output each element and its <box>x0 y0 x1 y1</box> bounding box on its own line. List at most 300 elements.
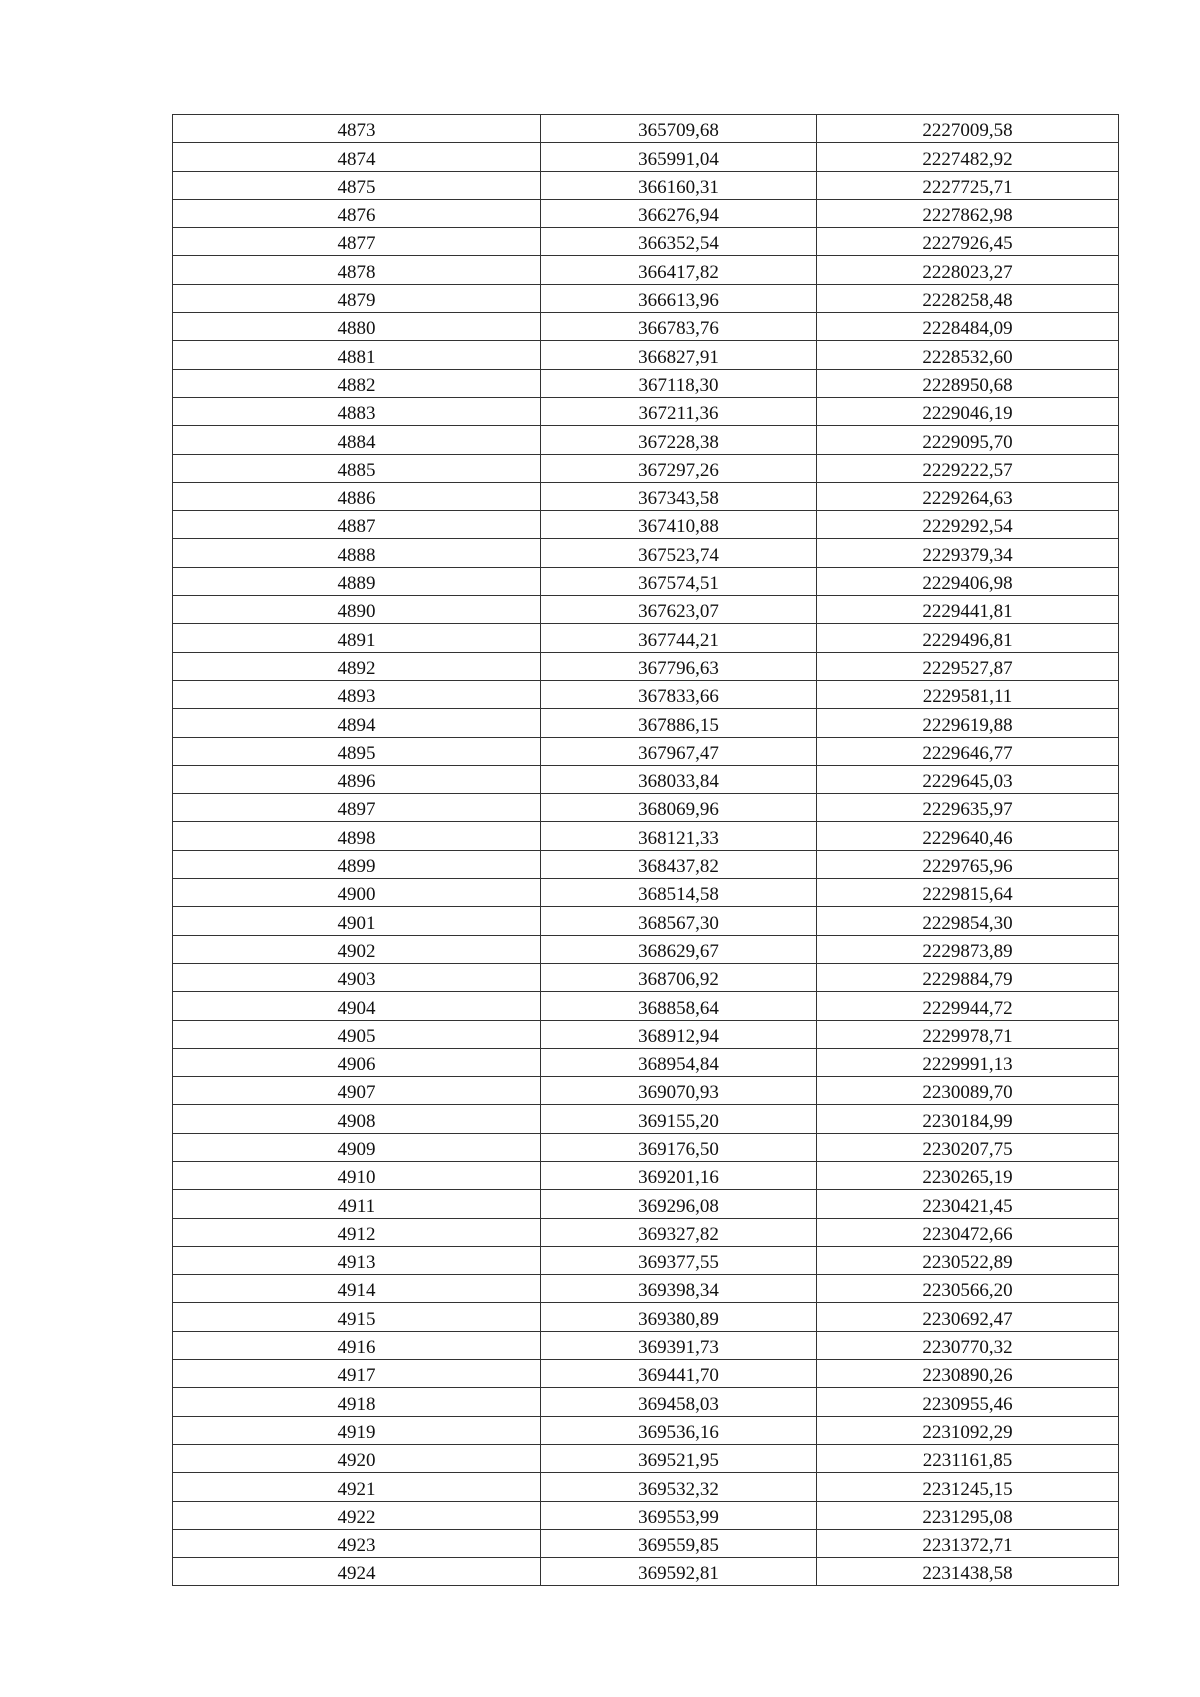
table-row <box>173 709 1119 737</box>
cell-text: 2228023,27 <box>922 261 1013 283</box>
point-number-cell <box>173 397 541 425</box>
cell-text: 4907 <box>337 1082 376 1104</box>
table-row <box>173 1529 1119 1557</box>
cell-text: 4883 <box>337 403 376 425</box>
cell-text: 2230207,75 <box>922 1138 1013 1160</box>
table-row <box>173 794 1119 822</box>
point-number-cell <box>173 115 541 143</box>
cell-text: 4917 <box>337 1365 376 1387</box>
cell-text: 4881 <box>337 346 376 368</box>
cell-text: 369327,82 <box>638 1223 719 1245</box>
y-coordinate-cell <box>817 822 1119 850</box>
cell-text: 365991,04 <box>638 148 719 170</box>
point-number-cell <box>173 596 541 624</box>
cell-text: 368567,30 <box>638 912 719 934</box>
cell-text: 2227926,45 <box>922 233 1013 255</box>
x-coordinate-cell <box>541 850 817 878</box>
cell-text: 4920 <box>337 1450 376 1472</box>
x-coordinate-cell <box>541 794 817 822</box>
y-coordinate-cell <box>817 1558 1119 1586</box>
point-number-cell <box>173 341 541 369</box>
point-number-cell <box>173 143 541 171</box>
table-row <box>173 341 1119 369</box>
x-coordinate-cell <box>541 482 817 510</box>
cell-text: 367744,21 <box>638 629 719 651</box>
x-coordinate-cell <box>541 737 817 765</box>
cell-text: 369592,81 <box>638 1563 719 1585</box>
cell-text: 4885 <box>337 459 376 481</box>
x-coordinate-cell <box>541 1331 817 1359</box>
y-coordinate-cell <box>817 341 1119 369</box>
cell-text: 369391,73 <box>638 1337 719 1359</box>
cell-text: 2229884,79 <box>922 969 1013 991</box>
cell-text: 4876 <box>337 205 376 227</box>
cell-text: 369377,55 <box>638 1252 719 1274</box>
cell-text: 2229978,71 <box>922 1025 1013 1047</box>
cell-text: 367118,30 <box>638 374 719 396</box>
x-coordinate-cell <box>541 1020 817 1048</box>
x-coordinate-cell <box>541 1161 817 1189</box>
cell-text: 4906 <box>337 1054 376 1076</box>
table-row <box>173 1558 1119 1586</box>
cell-text: 368437,82 <box>638 856 719 878</box>
x-coordinate-cell <box>541 709 817 737</box>
table-row <box>173 1161 1119 1189</box>
cell-text: 2229581,11 <box>922 686 1013 708</box>
table-row <box>173 284 1119 312</box>
x-coordinate-cell <box>541 963 817 991</box>
cell-text: 4924 <box>337 1563 376 1585</box>
cell-text: 2229619,88 <box>922 714 1013 736</box>
table-row <box>173 935 1119 963</box>
x-coordinate-cell <box>541 369 817 397</box>
cell-text: 366783,76 <box>638 318 719 340</box>
table-row <box>173 907 1119 935</box>
cell-text: 2231438,58 <box>922 1563 1013 1585</box>
cell-text: 368121,33 <box>638 827 719 849</box>
point-number-cell <box>173 1105 541 1133</box>
table-row <box>173 1360 1119 1388</box>
x-coordinate-cell <box>541 1275 817 1303</box>
cell-text: 2229496,81 <box>922 629 1013 651</box>
table-row <box>173 256 1119 284</box>
point-number-cell <box>173 1331 541 1359</box>
cell-text: 2229527,87 <box>922 657 1013 679</box>
cell-text: 2230472,66 <box>922 1223 1013 1245</box>
cell-text: 4910 <box>337 1167 376 1189</box>
cell-text: 2228532,60 <box>922 346 1013 368</box>
cell-text: 2230522,89 <box>922 1252 1013 1274</box>
cell-text: 2230184,99 <box>922 1110 1013 1132</box>
y-coordinate-cell <box>817 596 1119 624</box>
cell-text: 2230770,32 <box>922 1337 1013 1359</box>
x-coordinate-cell <box>541 454 817 482</box>
y-coordinate-cell <box>817 567 1119 595</box>
y-coordinate-cell <box>817 907 1119 935</box>
cell-text: 368706,92 <box>638 969 719 991</box>
point-number-cell <box>173 1020 541 1048</box>
cell-text: 2227862,98 <box>922 205 1013 227</box>
x-coordinate-cell <box>541 1501 817 1529</box>
x-coordinate-cell <box>541 171 817 199</box>
y-coordinate-cell <box>817 369 1119 397</box>
cell-text: 367623,07 <box>638 601 719 623</box>
cell-text: 4909 <box>337 1138 376 1160</box>
cell-text: 2229640,46 <box>922 827 1013 849</box>
table-row <box>173 567 1119 595</box>
y-coordinate-cell <box>817 199 1119 227</box>
cell-text: 2227725,71 <box>922 176 1013 198</box>
point-number-cell <box>173 539 541 567</box>
point-number-cell <box>173 1388 541 1416</box>
y-coordinate-cell <box>817 963 1119 991</box>
cell-text: 2229222,57 <box>922 459 1013 481</box>
cell-text: 4874 <box>337 148 376 170</box>
cell-text: 4895 <box>337 742 376 764</box>
cell-text: 369176,50 <box>638 1138 719 1160</box>
x-coordinate-cell <box>541 1133 817 1161</box>
point-number-cell <box>173 369 541 397</box>
cell-text: 4878 <box>337 261 376 283</box>
x-coordinate-cell <box>541 284 817 312</box>
point-number-cell <box>173 1529 541 1557</box>
y-coordinate-cell <box>817 1303 1119 1331</box>
table-row <box>173 1246 1119 1274</box>
table-row <box>173 454 1119 482</box>
point-number-cell <box>173 1303 541 1331</box>
cell-text: 368033,84 <box>638 771 719 793</box>
cell-text: 2230089,70 <box>922 1082 1013 1104</box>
point-number-cell <box>173 1558 541 1586</box>
point-number-cell <box>173 1416 541 1444</box>
cell-text: 4899 <box>337 856 376 878</box>
point-number-cell <box>173 1473 541 1501</box>
cell-text: 2229765,96 <box>922 856 1013 878</box>
y-coordinate-cell <box>817 143 1119 171</box>
table-row <box>173 115 1119 143</box>
point-number-cell <box>173 1133 541 1161</box>
y-coordinate-cell <box>817 313 1119 341</box>
cell-text: 369521,95 <box>638 1450 719 1472</box>
point-number-cell <box>173 1190 541 1218</box>
table-row <box>173 1077 1119 1105</box>
cell-text: 2231245,15 <box>922 1478 1013 1500</box>
x-coordinate-cell <box>541 1416 817 1444</box>
point-number-cell <box>173 1501 541 1529</box>
table-row <box>173 1275 1119 1303</box>
cell-text: 4873 <box>337 120 376 142</box>
y-coordinate-cell <box>817 794 1119 822</box>
point-number-cell <box>173 652 541 680</box>
point-number-cell <box>173 284 541 312</box>
point-number-cell <box>173 1048 541 1076</box>
point-number-cell <box>173 992 541 1020</box>
cell-text: 2229095,70 <box>922 431 1013 453</box>
y-coordinate-cell <box>817 737 1119 765</box>
cell-text: 368069,96 <box>638 799 719 821</box>
point-number-cell <box>173 256 541 284</box>
cell-text: 4892 <box>337 657 376 679</box>
point-number-cell <box>173 794 541 822</box>
cell-text: 4889 <box>337 573 376 595</box>
y-coordinate-cell <box>817 680 1119 708</box>
x-coordinate-cell <box>541 1048 817 1076</box>
point-number-cell <box>173 624 541 652</box>
cell-text: 4923 <box>337 1535 376 1557</box>
y-coordinate-cell <box>817 624 1119 652</box>
x-coordinate-cell <box>541 341 817 369</box>
y-coordinate-cell <box>817 171 1119 199</box>
cell-text: 4900 <box>337 884 376 906</box>
table-row <box>173 822 1119 850</box>
cell-text: 4908 <box>337 1110 376 1132</box>
x-coordinate-cell <box>541 1558 817 1586</box>
cell-text: 367523,74 <box>638 544 719 566</box>
x-coordinate-cell <box>541 115 817 143</box>
point-number-cell <box>173 228 541 256</box>
y-coordinate-cell <box>817 482 1119 510</box>
cell-text: 369553,99 <box>638 1506 719 1528</box>
cell-text: 4918 <box>337 1393 376 1415</box>
cell-text: 4891 <box>337 629 376 651</box>
cell-text: 365709,68 <box>638 120 719 142</box>
cell-text: 4882 <box>337 374 376 396</box>
y-coordinate-cell <box>817 1275 1119 1303</box>
point-number-cell <box>173 680 541 708</box>
cell-text: 366160,31 <box>638 176 719 198</box>
x-coordinate-cell <box>541 397 817 425</box>
x-coordinate-cell <box>541 256 817 284</box>
table-row <box>173 1190 1119 1218</box>
x-coordinate-cell <box>541 1246 817 1274</box>
cell-text: 4897 <box>337 799 376 821</box>
point-number-cell <box>173 879 541 907</box>
cell-text: 2230890,26 <box>922 1365 1013 1387</box>
cell-text: 369532,32 <box>638 1478 719 1500</box>
x-coordinate-cell <box>541 1473 817 1501</box>
cell-text: 369559,85 <box>638 1535 719 1557</box>
point-number-cell <box>173 1218 541 1246</box>
table-row <box>173 143 1119 171</box>
x-coordinate-cell <box>541 680 817 708</box>
cell-text: 2231372,71 <box>922 1535 1013 1557</box>
cell-text: 4893 <box>337 686 376 708</box>
point-number-cell <box>173 454 541 482</box>
cell-text: 2228950,68 <box>922 374 1013 396</box>
point-number-cell <box>173 1161 541 1189</box>
cell-text: 2229873,89 <box>922 940 1013 962</box>
cell-text: 4914 <box>337 1280 376 1302</box>
y-coordinate-cell <box>817 879 1119 907</box>
y-coordinate-cell <box>817 1246 1119 1274</box>
cell-text: 4896 <box>337 771 376 793</box>
cell-text: 367211,36 <box>638 403 719 425</box>
cell-text: 367796,63 <box>638 657 719 679</box>
y-coordinate-cell <box>817 709 1119 737</box>
point-number-cell <box>173 963 541 991</box>
y-coordinate-cell <box>817 1501 1119 1529</box>
point-number-cell <box>173 765 541 793</box>
x-coordinate-cell <box>541 935 817 963</box>
cell-text: 2227009,58 <box>922 120 1013 142</box>
y-coordinate-cell <box>817 1416 1119 1444</box>
x-coordinate-cell <box>541 228 817 256</box>
x-coordinate-cell <box>541 596 817 624</box>
cell-text: 2231161,85 <box>922 1450 1013 1472</box>
y-coordinate-cell <box>817 1133 1119 1161</box>
cell-text: 4894 <box>337 714 376 736</box>
cell-text: 2230421,45 <box>922 1195 1013 1217</box>
x-coordinate-cell <box>541 1218 817 1246</box>
point-number-cell <box>173 1444 541 1472</box>
cell-text: 367886,15 <box>638 714 719 736</box>
cell-text: 2229854,30 <box>922 912 1013 934</box>
y-coordinate-cell <box>817 454 1119 482</box>
point-number-cell <box>173 1360 541 1388</box>
point-number-cell <box>173 907 541 935</box>
x-coordinate-cell <box>541 511 817 539</box>
table-row <box>173 680 1119 708</box>
table-row <box>173 171 1119 199</box>
cell-text: 368858,64 <box>638 997 719 1019</box>
y-coordinate-cell <box>817 850 1119 878</box>
y-coordinate-cell <box>817 511 1119 539</box>
cell-text: 4886 <box>337 488 376 510</box>
table-row <box>173 624 1119 652</box>
y-coordinate-cell <box>817 1388 1119 1416</box>
cell-text: 369380,89 <box>638 1308 719 1330</box>
cell-text: 366827,91 <box>638 346 719 368</box>
cell-text: 2229379,34 <box>922 544 1013 566</box>
point-number-cell <box>173 709 541 737</box>
x-coordinate-cell <box>541 199 817 227</box>
x-coordinate-cell <box>541 765 817 793</box>
cell-text: 4915 <box>337 1308 376 1330</box>
cell-text: 367228,38 <box>638 431 719 453</box>
x-coordinate-cell <box>541 879 817 907</box>
point-number-cell <box>173 567 541 595</box>
y-coordinate-cell <box>817 1161 1119 1189</box>
table-row <box>173 1444 1119 1472</box>
x-coordinate-cell <box>541 822 817 850</box>
cell-text: 4887 <box>337 516 376 538</box>
x-coordinate-cell <box>541 143 817 171</box>
point-number-cell <box>173 482 541 510</box>
cell-text: 2230566,20 <box>922 1280 1013 1302</box>
cell-text: 4888 <box>337 544 376 566</box>
y-coordinate-cell <box>817 1048 1119 1076</box>
cell-text: 2229046,19 <box>922 403 1013 425</box>
cell-text: 4904 <box>337 997 376 1019</box>
table-row <box>173 369 1119 397</box>
table-row <box>173 482 1119 510</box>
x-coordinate-cell <box>541 1444 817 1472</box>
y-coordinate-cell <box>817 1331 1119 1359</box>
cell-text: 369398,34 <box>638 1280 719 1302</box>
cell-text: 367343,58 <box>638 488 719 510</box>
table-row <box>173 228 1119 256</box>
cell-text: 369296,08 <box>638 1195 719 1217</box>
x-coordinate-cell <box>541 313 817 341</box>
cell-text: 4890 <box>337 601 376 623</box>
table-row <box>173 879 1119 907</box>
cell-text: 368954,84 <box>638 1054 719 1076</box>
table-row <box>173 850 1119 878</box>
cell-text: 4921 <box>337 1478 376 1500</box>
y-coordinate-cell <box>817 652 1119 680</box>
y-coordinate-cell <box>817 1444 1119 1472</box>
cell-text: 366417,82 <box>638 261 719 283</box>
cell-text: 2229645,03 <box>922 771 1013 793</box>
x-coordinate-cell <box>541 907 817 935</box>
cell-text: 2228484,09 <box>922 318 1013 340</box>
table-row <box>173 652 1119 680</box>
point-number-cell <box>173 1275 541 1303</box>
y-coordinate-cell <box>817 1020 1119 1048</box>
cell-text: 366352,54 <box>638 233 719 255</box>
y-coordinate-cell <box>817 426 1119 454</box>
x-coordinate-cell <box>541 426 817 454</box>
table-row <box>173 539 1119 567</box>
y-coordinate-cell <box>817 1473 1119 1501</box>
x-coordinate-cell <box>541 567 817 595</box>
cell-text: 4905 <box>337 1025 376 1047</box>
table-row <box>173 397 1119 425</box>
table-row <box>173 1218 1119 1246</box>
cell-text: 369458,03 <box>638 1393 719 1415</box>
x-coordinate-cell <box>541 1388 817 1416</box>
cell-text: 4875 <box>337 176 376 198</box>
cell-text: 4919 <box>337 1421 376 1443</box>
table-row <box>173 963 1119 991</box>
x-coordinate-cell <box>541 1077 817 1105</box>
x-coordinate-cell <box>541 992 817 1020</box>
cell-text: 2230692,47 <box>922 1308 1013 1330</box>
table-row <box>173 1473 1119 1501</box>
point-number-cell <box>173 1077 541 1105</box>
table-row <box>173 1303 1119 1331</box>
point-number-cell <box>173 313 541 341</box>
cell-text: 369201,16 <box>638 1167 719 1189</box>
cell-text: 4880 <box>337 318 376 340</box>
table-row <box>173 511 1119 539</box>
cell-text: 2229635,97 <box>922 799 1013 821</box>
x-coordinate-cell <box>541 1529 817 1557</box>
y-coordinate-cell <box>817 1360 1119 1388</box>
y-coordinate-cell <box>817 935 1119 963</box>
cell-text: 2229406,98 <box>922 573 1013 595</box>
table-row <box>173 313 1119 341</box>
y-coordinate-cell <box>817 539 1119 567</box>
y-coordinate-cell <box>817 1529 1119 1557</box>
cell-text: 4903 <box>337 969 376 991</box>
cell-text: 369536,16 <box>638 1421 719 1443</box>
table-row <box>173 596 1119 624</box>
point-number-cell <box>173 426 541 454</box>
point-number-cell <box>173 199 541 227</box>
point-number-cell <box>173 737 541 765</box>
cell-text: 2231092,29 <box>922 1421 1013 1443</box>
cell-text: 2229944,72 <box>922 997 1013 1019</box>
cell-text: 2229292,54 <box>922 516 1013 538</box>
x-coordinate-cell <box>541 652 817 680</box>
x-coordinate-cell <box>541 539 817 567</box>
cell-text: 2230265,19 <box>922 1167 1013 1189</box>
cell-text: 369441,70 <box>638 1365 719 1387</box>
y-coordinate-cell <box>817 1190 1119 1218</box>
y-coordinate-cell <box>817 765 1119 793</box>
cell-text: 4901 <box>337 912 376 934</box>
